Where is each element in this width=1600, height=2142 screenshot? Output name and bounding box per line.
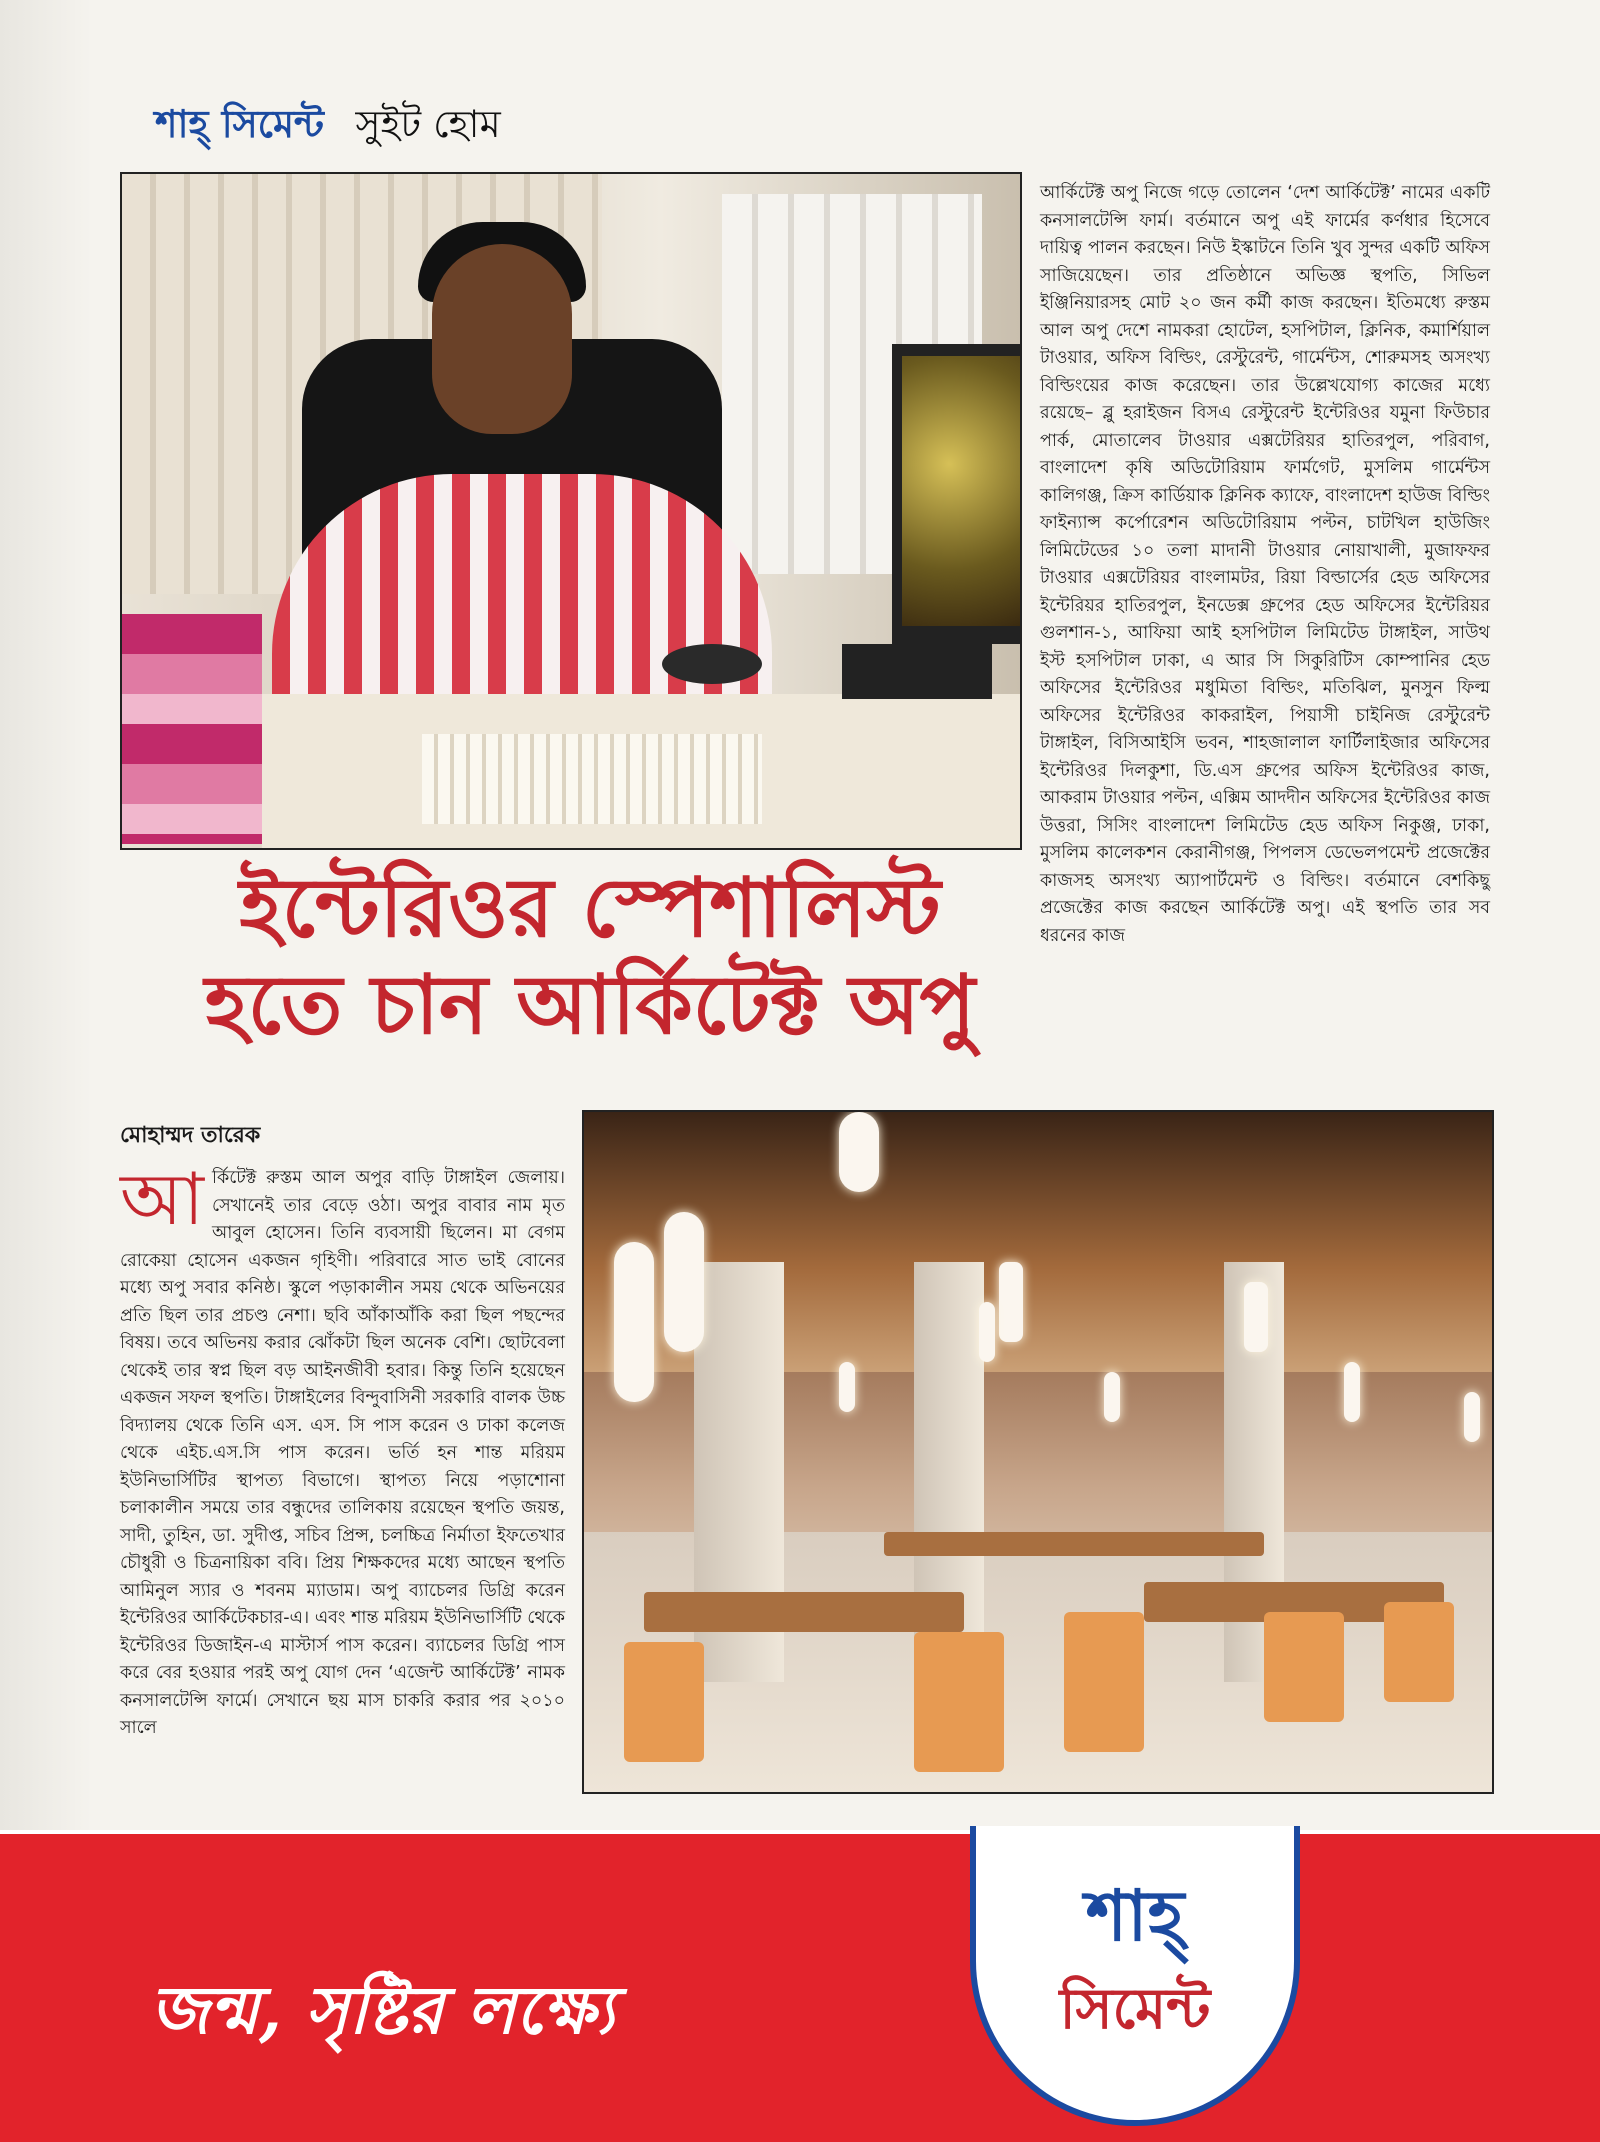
logo-line-1: শাহ্ (1085, 1875, 1185, 1957)
architect-portrait-photo (120, 172, 1022, 850)
pendant-lamp (1344, 1362, 1360, 1422)
header-brand: শাহ্ সিমেন্ট (155, 102, 324, 146)
pendant-lamp (979, 1302, 995, 1362)
article-headline (150, 860, 1030, 1054)
footer-tagline: জন্ম, সৃষ্টির লক্ষ্যে (150, 1971, 615, 2049)
headline-line-2: হতে চান আর্কিটেক্ট অপু (204, 956, 976, 1053)
article-right-column: আর্কিটেক্ট অপু নিজে গড়ে তোলেন ‘দেশ আর্কিটেক্ট’ নামের একটি কনসালটেন্সি ফার্ম। বর্তমানে অপু এই ফার্মের কর্ণধার হিসেবে দায়িত্ব পালন করছেন। নিউ ইস্কাটনে তিনি খুব সুন্দর একটি অফিস সাজিয়েছেন। তার প্রতিষ্ঠানে অভিজ্ঞ স্থপতি, সিভিল ইঞ্জিনিয়ারসহ মোট ২০ জন কর্মী কাজ করছেন। ইতিমধ্যে রুস্তম আল অপু দেশে নামকরা হোটেল, হসপিটাল, ক্লিনিক, কমার্শিয়াল টাওয়ার, অফিস বিল্ডিং, রেস্টুরেন্ট, গার্মেন্টস, শোরুমসহ অসংখ্য বিল্ডিংয়ের কাজ করেছেন। তার উল্লেখযোগ্য কাজের মধ্যে রয়েছে– ব্লু হরাইজন বিসএ রেস্টুরেন্ট ইন্টেরিওর যমুনা ফিউচার পার্ক, মোতালেব টাওয়ার এক্সটেরিয়র হাতিরপুল, পরিবাগ, বাংলাদেশ কৃষি অডিটোরিয়াম ফার্মগেট, মুসলিম গার্মেন্টস কালিগঞ্জ, ক্রিস কার্ডিয়াক ক্লিনিক ক্যাফে, বাংলাদেশ হাউজ বিল্ডিং ফাইন্যান্স কর্পোরেশন অডিটোরিয়াম পল্টন, চাটখিল হাউজিং লিমিটেডের ১০ তলা মাদানী টাওয়ার নোয়াখালী, মুজাফফর টাওয়ার এক্সটেরিয়র বাংলামটর, রিয়া বিল্ডার্সের হেড অফিসের ইন্টেরিয়র হাতিরপুল, ইনডেক্স গ্রুপের হেড অফিসের ইন্টেরিয়র গুলশান-১, আফিয়া আই হসপিটাল লিমিটেড টাঙ্গাইল, সাউথ ইস্ট হসপিটাল ঢাকা, এ আর সি সিকুরিটিস কোম্পানির হেড অফিসের ইন্টেরিওর মধুমিতা বিল্ডিং, মতিঝিল, মুনসুন ফিল্ম অফিসের ইন্টেরিওর কাকরাইল, পিয়াসী চাইনিজ রেস্টুরেন্ট টাঙ্গাইল, বিসিআইসি ভবন, শাহজালাল ফার্টিলাইজার অফিসের ইন্টেরিওর দিলকুশা, ডি.এস গ্রুপের অফিস ইন্টেরিওর কাজ, আকরাম টাওয়ার পল্টন, এক্সিম আদদীন অফিসের ইন্টেরিওর কাজ উত্তরা, সিসিং বাংলাদেশ লিমিটেড হেড অফিস নিকুঞ্জ, ঢাকা, মুসলিম কালেকশন কেরানীগঞ্জ, পিপলস ডেভেলপমেন্ট প্রজেক্টের কাজসহ অসংখ্য অ্যাপার্টমেন্ট ও বিল্ডিং। বর্তমানে বেশকিছু প্রজেক্টের কাজ করছেন আর্কিটেক্ট অপু। এই স্থপতি তার সব ধরনের কাজ (1040, 183, 1490, 946)
header-section: সুইট হোম (355, 102, 501, 146)
page-edge-shadow (0, 0, 92, 1830)
dining-chair (624, 1642, 704, 1762)
logo-line-2: সিমেন্ট (1059, 1977, 1211, 2042)
pendant-lamp (1104, 1372, 1120, 1422)
person-face (432, 244, 572, 434)
pendant-lamp (1464, 1392, 1480, 1442)
pendant-lamp (839, 1112, 879, 1192)
headline-line-1: ইন্টেরিওর স্পেশালিস্ট (239, 860, 941, 956)
monitor-screen (902, 356, 1020, 626)
article-left-column (120, 1157, 565, 1743)
pink-files (122, 614, 262, 844)
pendant-lamp (1244, 1282, 1268, 1352)
architectural-model (422, 734, 762, 824)
restaurant-interior-photo (582, 1110, 1494, 1794)
dining-table (644, 1592, 964, 1632)
pendant-lamp (999, 1262, 1023, 1342)
pendant-lamp (839, 1362, 855, 1412)
dining-chair (1384, 1602, 1454, 1702)
drop-cap: আ (120, 1157, 204, 1241)
computer-mouse (662, 644, 762, 684)
shah-cement-logo (970, 1826, 1300, 2142)
dining-chair (914, 1632, 1004, 1772)
dining-chair (1264, 1612, 1344, 1722)
keyboard (842, 644, 992, 699)
pendant-lamp (664, 1212, 704, 1352)
pendant-lamp (614, 1242, 654, 1402)
byline: মোহাম্মদ তারেক (120, 1123, 261, 1148)
dining-chair (1064, 1612, 1144, 1752)
page-header (155, 95, 501, 159)
left-column-text: র্কিটেক্ট রুস্তম আল অপুর বাড়ি টাঙ্গাইল জেলায়। সেখানেই তার বেড়ে ওঠা। অপুর বাবার নাম মৃত আবুল হোসেন। তিনি ব্যবসায়ী ছিলেন। মা বেগম রোকেয়া হোসেন একজন গৃহিণী। পরিবারে সাত ভাই বোনের মধ্যে অপু সবার কনিষ্ঠ। স্কুলে পড়াকালীন সময় থেকে অভিনয়ের প্রতি ছিল তার প্রচণ্ড নেশা। ছবি আঁকাআঁকি করা ছিল পছন্দের বিষয়। তবে অভিনয় করার ঝোঁকটা ছিল অনেক বেশি। ছোটবেলা থেকেই তার স্বপ্ন ছিল বড় আইনজীবী হবার। কিন্তু তিনি হয়েছেন একজন সফল স্থপতি। টাঙ্গাইলের বিন্দুবাসিনী সরকারি বালক উচ্চ বিদ্যালয় থেকে তিনি এস. এস. সি পাস করেন ও ঢাকা কলেজ থেকে এইচ.এস.সি পাস করেন। ভর্তি হন শান্ত মরিয়ম ইউনিভার্সিটির স্থাপত্য বিভাগে। স্থাপত্য নিয়ে পড়াশোনা চলাকালীন সময়ে তার বন্ধুদের তালিকায় রয়েছেন স্থপতি জয়ন্ত, সাদী, তুহিন, ডা. সুদীপ্ত, সচিব প্রিন্স, চলচ্চিত্র নির্মাতা ইফতেখার চৌধুরী ও চিত্রনায়িকা ববি। প্রিয় শিক্ষকদের মধ্যে আছেন স্থপতি আমিনুল স্যার ও শবনম ম্যাডাম। অপু ব্যাচেলর ডিগ্রি করেন ইন্টেরিওর আর্কিটেকচার-এ। এবং শান্ত মরিয়ম ইউনিভার্সিটি থেকে ইন্টেরিওর ডিজাইন-এ মাস্টার্স পাস করেন। ব্যাচেলর ডিগ্রি পাস করে বের হওয়ার পরই অপু যোগ দেন ‘এজেন্ট আর্কিটেক্ট’ নামক কনসালটেন্সি ফার্মে। সেখানে ছয় মাস চাকরি করার পর ২০১০ সালে (120, 1168, 565, 1738)
dining-table (884, 1532, 1264, 1556)
